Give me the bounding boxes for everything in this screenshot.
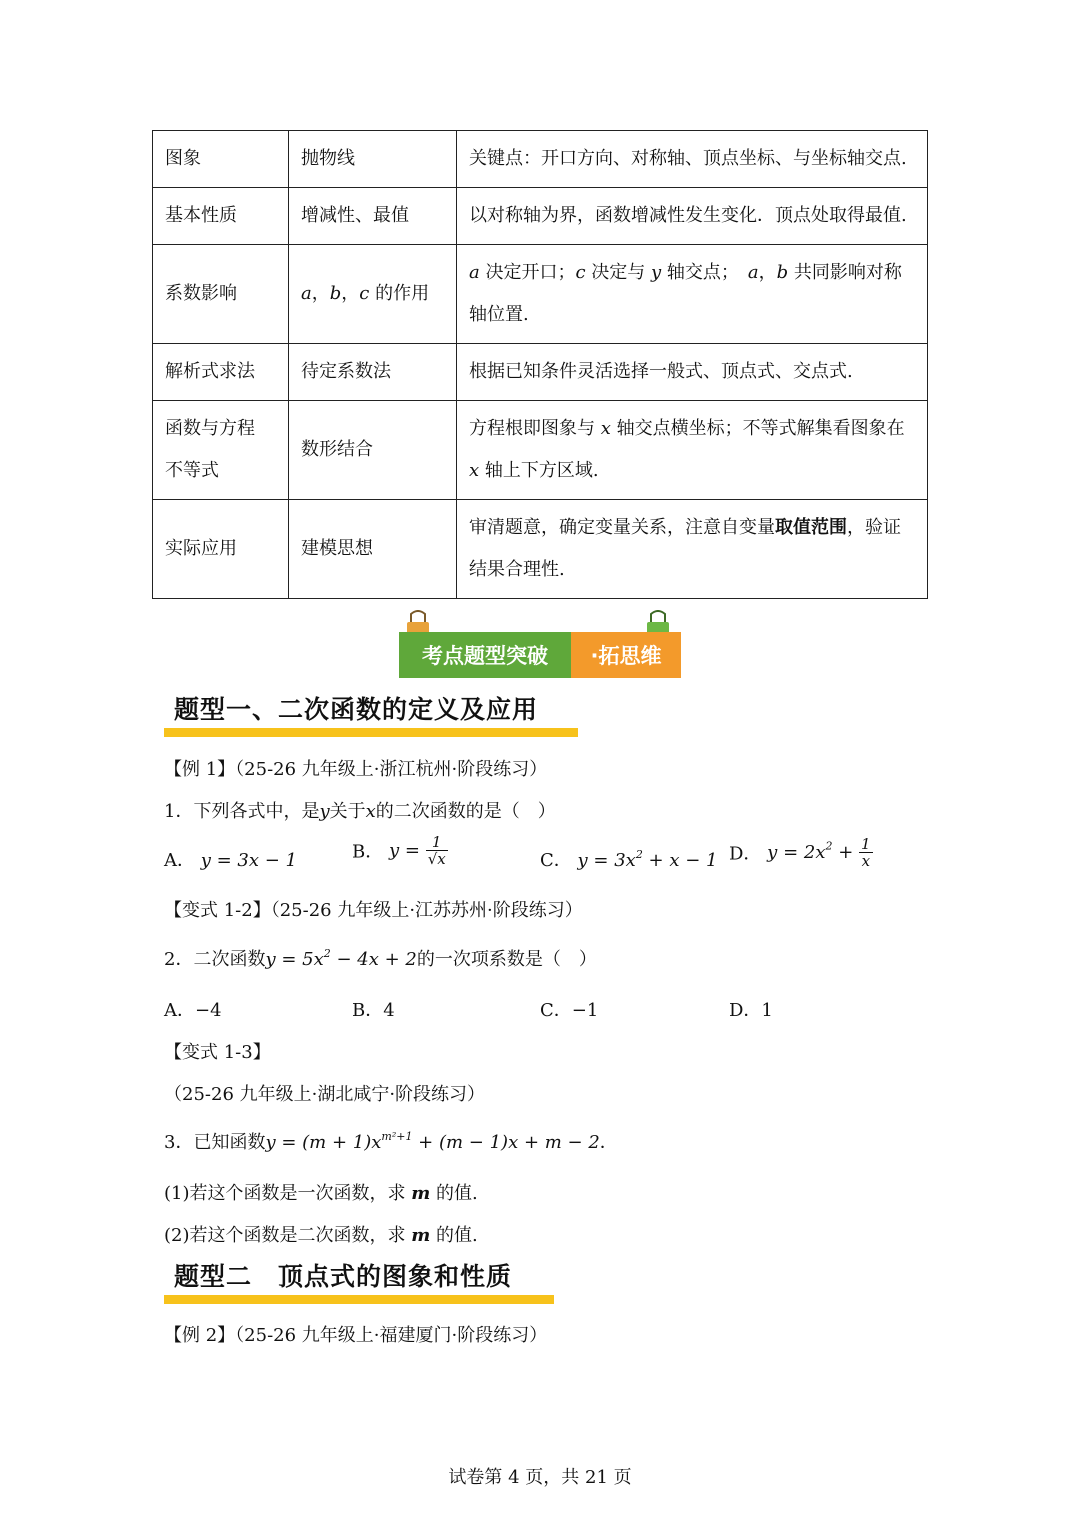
table-cell [457,500,928,599]
exponent: 2 [635,848,643,861]
option-d: D．1 [729,1000,773,1021]
cell-text: 轴交点； [661,262,748,283]
sep: ， [341,283,360,304]
example-2-tag: 【例 2】（25-26 九年级上·福建厦门·阶段练习） [164,1325,548,1346]
question-text: 的值. [436,1183,478,1204]
var-x: x [600,418,611,439]
cell-text: 轴上下方区域. [479,460,599,481]
table-cell: 增减性、最值 [289,188,457,245]
table-row [153,401,928,500]
section-title: 题型二 顶点式的图象和性质 [174,1262,513,1291]
var-c: c [575,262,586,283]
fraction [859,836,873,869]
var-a: a [301,283,312,304]
table-row [153,500,928,599]
cell-text: 轴位置. [469,304,529,325]
exponent: m²+1 [381,1130,413,1143]
sub-question-2 [164,1221,478,1247]
question-3 [164,1128,618,1154]
cell-text: 轴交点横坐标；不等式解集看图象在 [610,418,905,439]
question-text: (1)若这个函数是一次函数，求 [164,1183,406,1204]
table-cell: 抛物线 [289,131,457,188]
option-d [729,836,873,869]
option-b [352,834,448,867]
sep: ， [311,283,330,304]
section-heading-2 [164,1257,554,1304]
var-y: y [651,262,662,283]
question-text: 3．已知函数 [164,1132,266,1153]
question-text: ． [599,1132,618,1153]
question-text: 的二次函数的是（ ） [375,801,556,822]
option-formula: y = 2x [767,842,826,863]
question-2 [164,945,597,971]
table-cell: 数形结合 [289,401,457,500]
section-title: 题型一、二次函数的定义及应用 [174,695,539,724]
cell-text: 共同影响对称 [788,262,902,283]
table-cell [457,245,928,344]
var-m: m [411,1225,431,1246]
section-underline [164,1295,554,1304]
fraction-denominator: x [861,852,871,870]
fraction-numerator: 1 [861,835,871,853]
question-text: 的值. [436,1225,478,1246]
fraction-numerator: 1 [426,834,448,851]
knowledge-table [152,130,928,599]
question-text: 的一次项系数是（ ） [416,949,597,970]
table-cell: 待定系数法 [289,344,457,401]
table-cell: 以对称轴为界，函数增减性发生变化．顶点处取得最值. [457,188,928,245]
formula: + (m − 1)x + m − 2 [412,1132,600,1153]
exponent: 2 [323,947,331,960]
table-cell: 基本性质 [153,188,289,245]
table-row [153,188,928,245]
cell-text: ，验证 [847,517,901,538]
table-row [153,344,928,401]
section-underline [164,728,578,737]
emphasis-text: 取值范围 [775,517,847,538]
cell-text: 函数与方程 [165,418,255,439]
var-c: c [359,283,370,304]
var-y: y [319,801,330,822]
question-1 [164,797,556,823]
table-row [153,131,928,188]
table-cell [457,401,928,500]
banner-right-label: ·拓思维 [571,632,681,678]
cell-text: 结果合理性. [469,559,565,580]
var-a: a [747,262,759,283]
var-m: m [411,1183,431,1204]
cell-text: 决定开口； [479,262,576,283]
option-letter: C． [540,850,572,871]
var-x: x [365,801,376,822]
option-formula: y = 3x [577,850,636,871]
option-formula: y = [388,840,420,861]
option-letter: B． [352,841,384,863]
table-row [153,245,928,344]
formula: y = 5x [265,949,324,970]
banner-left-label: 考点题型突破 [399,632,571,678]
table-cell: 解析式求法 [153,344,289,401]
option-a [164,846,297,872]
table-cell: 实际应用 [153,500,289,599]
cell-text: 的作用 [369,283,430,304]
cell-text: 不等式 [165,460,219,481]
page-footer: 试卷第 4 页，共 21 页 [448,1467,632,1488]
cell-text: 审清题意，确定变量关系，注意自变量 [469,517,775,538]
section-banner [399,610,681,680]
var-b: b [776,262,789,283]
var-b: b [329,283,342,304]
variant-1-3-source: （25-26 九年级上·湖北咸宁·阶段练习） [164,1084,486,1105]
option-formula: y = 3x − 1 [200,850,298,871]
option-b: B．4 [352,1000,395,1021]
var-a: a [469,262,480,283]
option-a: A．−4 [164,1000,222,1021]
table-cell [289,245,457,344]
option-letter: D． [729,843,762,865]
option-c [540,846,717,872]
question-text: 关于 [329,801,366,822]
table-cell: 建模思想 [289,500,457,599]
question-text: 2．二次函数 [164,949,266,970]
table-cell: 系数影响 [153,245,289,344]
table-cell: 关键点：开口方向、对称轴、顶点坐标、与坐标轴交点. [457,131,928,188]
option-formula: + [832,842,854,863]
formula: y = (m + 1)x [265,1132,382,1153]
option-letter: A． [164,850,195,871]
formula: − 4x + 2 [330,949,417,970]
question-text: 1．下列各式中，是 [164,801,320,822]
variant-1-2-tag: 【变式 1-2】（25-26 九年级上·江苏苏州·阶段练习） [164,900,583,921]
option-c: C．−1 [540,1000,599,1021]
section-heading-1 [164,690,578,737]
sep: ， [758,262,777,283]
table-cell: 根据已知条件灵活选择一般式、顶点式、交点式. [457,344,928,401]
question-text: (2)若这个函数是二次函数，求 [164,1225,406,1246]
fraction [426,834,448,867]
fraction-denominator: √x [427,850,446,868]
cell-text: 决定与 [585,262,652,283]
example-1-tag: 【例 1】（25-26 九年级上·浙江杭州·阶段练习） [164,759,548,780]
var-x: x [469,460,480,481]
exponent: 2 [825,839,833,853]
variant-1-3-tag: 【变式 1-3】 [164,1042,271,1063]
option-formula: + x − 1 [642,850,718,871]
sub-question-1 [164,1179,478,1205]
table-cell [153,401,289,500]
table-cell: 图象 [153,131,289,188]
cell-text: 方程根即图象与 [469,418,601,439]
